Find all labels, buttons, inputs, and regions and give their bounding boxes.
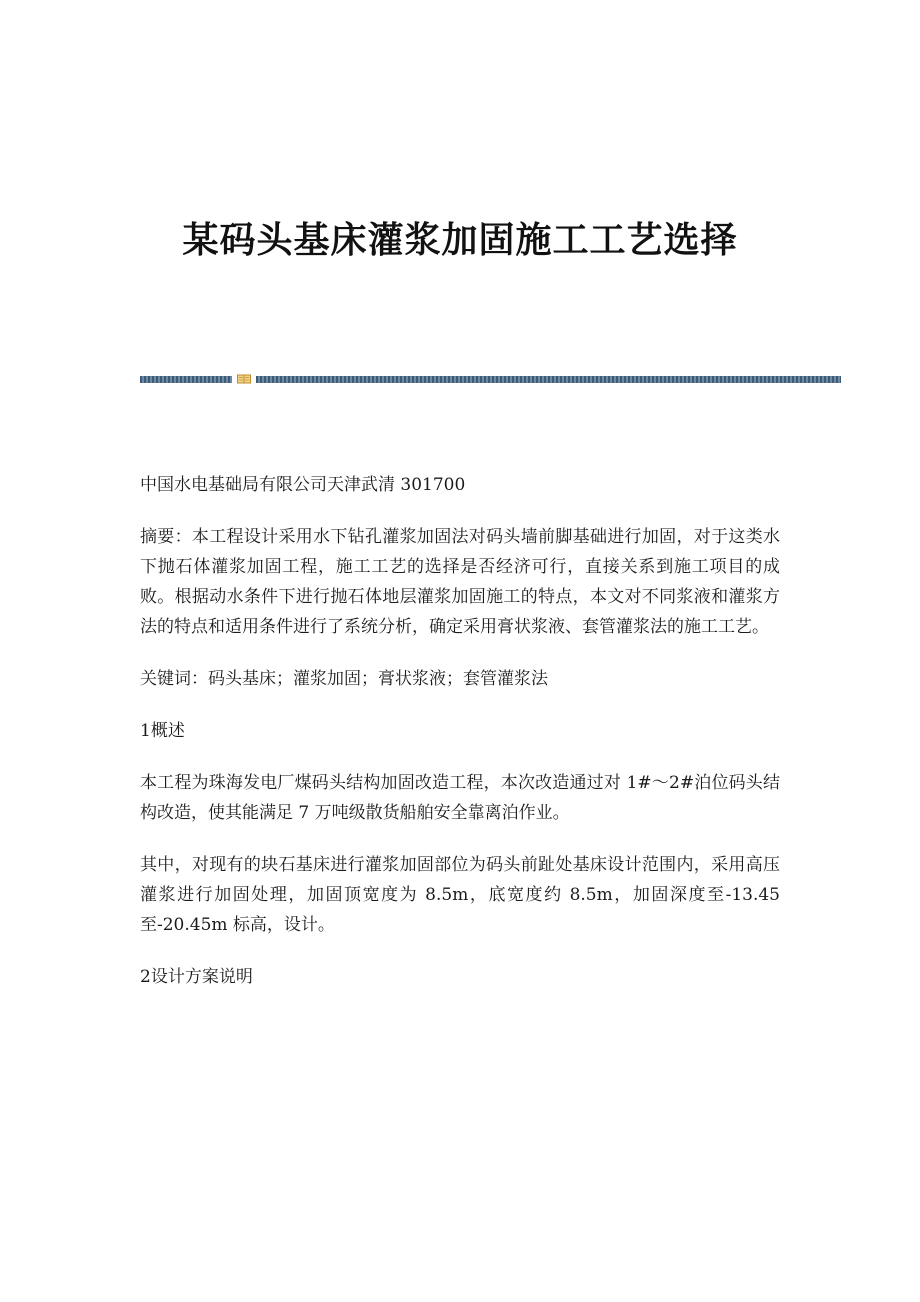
document-title: 某码头基床灌浆加固施工工艺选择	[182, 220, 738, 261]
abstract: 摘要：本工程设计采用水下钻孔灌浆加固法对码头墙前脚基础进行加固，对于这类水下抛石体灌浆加固工程，施工工艺的选择是否经济可行，直接关系到施工项目的成败。根据动水条件下进行抛石体地层灌浆加固施工的特点，本文对不同浆液和灌浆方法的特点和适用条件进行了系统分析，确定采用膏状浆液、套管灌浆法的施工工艺。	[140, 527, 780, 637]
title-divider	[140, 374, 841, 384]
section-1-heading: 1概述	[140, 721, 185, 741]
keywords: 关键词：码头基床；灌浆加固；膏状浆液；套管灌浆法	[140, 669, 548, 689]
divider-bar-left	[140, 376, 232, 383]
divider-bar-right	[256, 376, 841, 383]
book-ornament-icon	[237, 374, 251, 384]
section-1-paragraph-1: 本工程为珠海发电厂煤码头结构加固改造工程，本次改造通过对 1#～2#泊位码头结构改造，使其能满足 7 万吨级散货船舶安全靠离泊作业。	[140, 773, 780, 823]
document-body	[140, 470, 780, 1014]
affiliation: 中国水电基础局有限公司天津武清 301700	[140, 475, 466, 495]
section-2-heading: 2设计方案说明	[140, 967, 253, 987]
section-1-paragraph-2: 其中，对现有的块石基床进行灌浆加固部位为码头前趾处基床设计范围内，采用高压灌浆进行加固处理，加固顶宽度为 8.5m，底宽度约 8.5m，加固深度至-13.45 至-20.45m 标高，设计。	[140, 855, 780, 935]
